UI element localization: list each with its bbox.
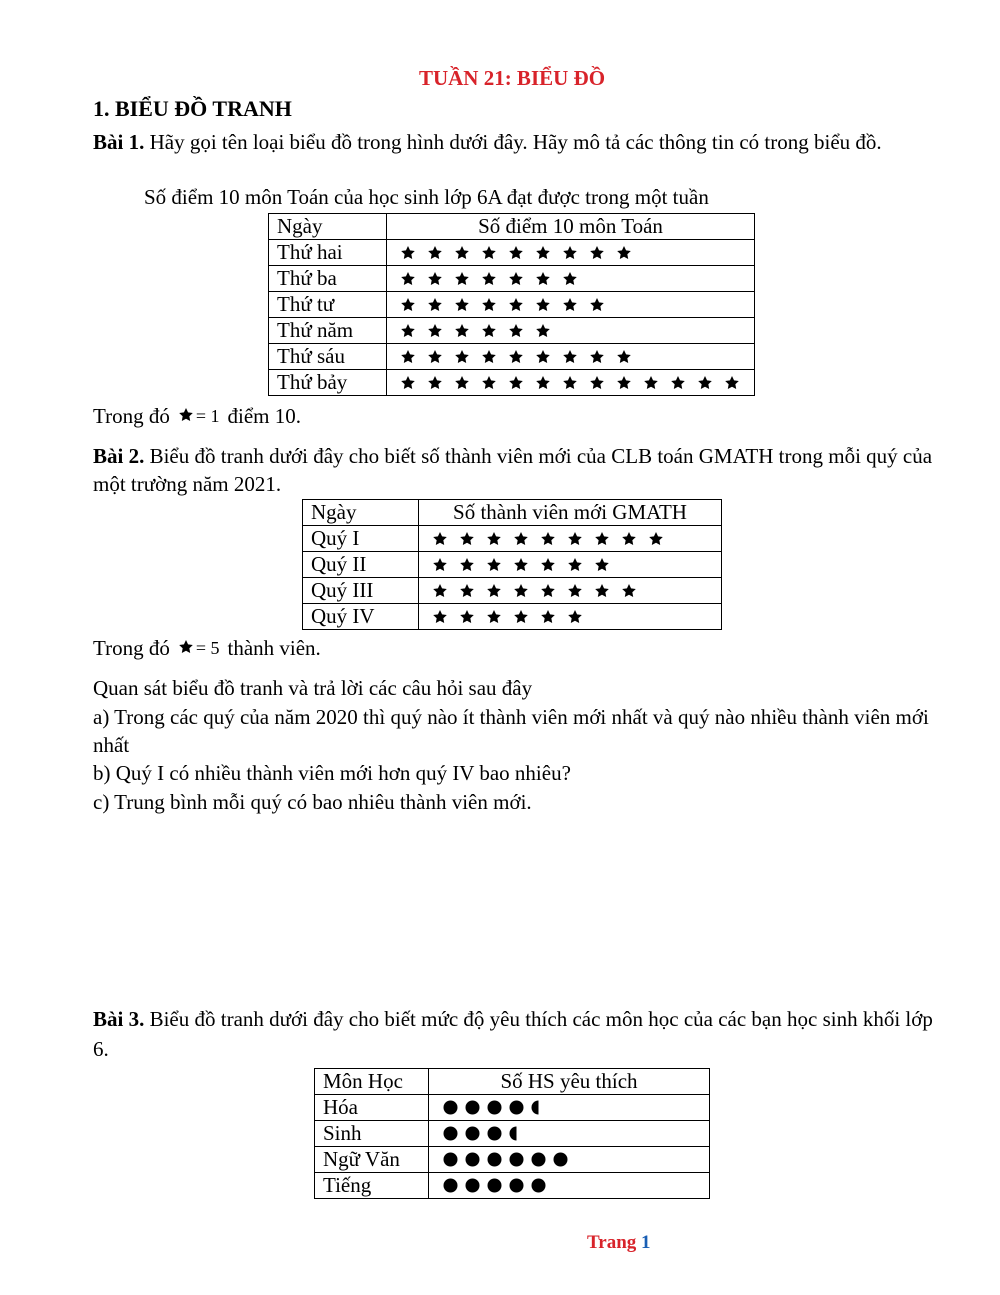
star-icon xyxy=(513,557,529,573)
dot-icon xyxy=(530,1177,547,1194)
star-icon xyxy=(589,349,605,365)
star-icon xyxy=(562,297,578,313)
star-icon xyxy=(178,636,194,661)
star-icon xyxy=(427,271,443,287)
icon-cell xyxy=(429,1173,710,1199)
table-row xyxy=(269,240,755,266)
star-icon xyxy=(486,531,502,547)
bai2-legend xyxy=(93,636,321,661)
star-icon xyxy=(697,375,713,391)
icon-cell xyxy=(419,552,722,578)
star-icon xyxy=(486,609,502,625)
half-dot-icon xyxy=(508,1125,518,1142)
header-cell: Số điểm 10 môn Toán xyxy=(387,214,755,240)
bai3-picture-table xyxy=(314,1068,710,1199)
star-icon xyxy=(454,271,470,287)
star-icon xyxy=(427,349,443,365)
star-icon xyxy=(513,531,529,547)
table-row xyxy=(303,578,722,604)
legend-prefix: Trong đó xyxy=(93,404,170,428)
star-icon xyxy=(481,349,497,365)
star-icon xyxy=(432,531,448,547)
page-title: TUẦN 21: BIỂU ĐỒ xyxy=(418,66,606,90)
dot-icon xyxy=(464,1151,481,1168)
bai1-caption: Số điểm 10 môn Toán của học sinh lớp 6A đạt được trong một tuần xyxy=(144,185,709,209)
table-header-row xyxy=(315,1069,710,1095)
star-icon xyxy=(540,557,556,573)
icon-cell xyxy=(419,526,722,552)
star-icon xyxy=(486,583,502,599)
bai1-paragraph xyxy=(93,128,933,156)
star-icon xyxy=(427,245,443,261)
table-row xyxy=(315,1095,710,1121)
dot-icon xyxy=(464,1125,481,1142)
icon-cell xyxy=(429,1095,710,1121)
star-icon xyxy=(400,297,416,313)
bai1-text: Hãy gọi tên loại biểu đồ trong hình dưới đây. Hãy mô tả các thông tin có trong biểu đồ. xyxy=(149,130,882,154)
star-icon xyxy=(400,349,416,365)
star-icon xyxy=(481,271,497,287)
half-dot-icon xyxy=(530,1099,540,1116)
star-icon xyxy=(459,531,475,547)
icon-cell xyxy=(429,1121,710,1147)
bai1-legend xyxy=(93,404,301,429)
star-icon xyxy=(616,349,632,365)
dot-icon xyxy=(508,1151,525,1168)
row-label: Thứ hai xyxy=(269,240,387,266)
bai2-picture-table xyxy=(302,499,722,630)
legend-unit: điểm 10. xyxy=(227,404,301,428)
star-icon xyxy=(400,271,416,287)
row-label: Thứ ba xyxy=(269,266,387,292)
header-cell: Ngày xyxy=(303,500,419,526)
star-icon xyxy=(621,583,637,599)
star-icon xyxy=(643,375,659,391)
star-icon xyxy=(454,297,470,313)
star-icon xyxy=(562,349,578,365)
star-icon xyxy=(589,297,605,313)
star-icon xyxy=(616,375,632,391)
icon-cell xyxy=(419,578,722,604)
table-header-row xyxy=(303,500,722,526)
table-row xyxy=(303,552,722,578)
bai2-paragraph xyxy=(93,442,933,498)
star-icon xyxy=(432,583,448,599)
star-icon xyxy=(454,245,470,261)
dot-icon xyxy=(442,1151,459,1168)
star-icon xyxy=(594,583,610,599)
icon-cell xyxy=(387,266,755,292)
row-label: Quý I xyxy=(303,526,419,552)
star-icon xyxy=(459,583,475,599)
icon-cell xyxy=(387,344,755,370)
table-row xyxy=(269,318,755,344)
dot-icon xyxy=(486,1177,503,1194)
star-icon xyxy=(454,323,470,339)
header-cell: Môn Học xyxy=(315,1069,429,1095)
star-icon xyxy=(459,609,475,625)
table-row xyxy=(269,266,755,292)
section-heading: 1. BIỂU ĐỒ TRANH xyxy=(93,96,292,121)
star-icon xyxy=(481,323,497,339)
row-label: Hóa xyxy=(315,1095,429,1121)
star-icon xyxy=(427,297,443,313)
star-icon xyxy=(400,375,416,391)
row-label: Quý III xyxy=(303,578,419,604)
star-icon xyxy=(508,271,524,287)
header-cell: Ngày xyxy=(269,214,387,240)
icon-cell xyxy=(387,370,755,396)
legend-prefix: Trong đó xyxy=(93,636,170,660)
row-label: Sinh xyxy=(315,1121,429,1147)
star-icon xyxy=(535,323,551,339)
legend-equals: = 5 xyxy=(195,638,220,658)
icon-cell xyxy=(429,1147,710,1173)
icon-cell xyxy=(387,318,755,344)
star-icon xyxy=(562,271,578,287)
star-icon xyxy=(648,531,664,547)
table-row xyxy=(303,604,722,630)
dot-icon xyxy=(442,1125,459,1142)
page-footer xyxy=(587,1232,651,1254)
star-icon xyxy=(508,375,524,391)
bai1-label: Bài 1. xyxy=(93,130,145,154)
table-row xyxy=(315,1121,710,1147)
table-header-row xyxy=(269,214,755,240)
dot-icon xyxy=(464,1177,481,1194)
star-icon xyxy=(535,349,551,365)
star-icon xyxy=(540,609,556,625)
star-icon xyxy=(567,609,583,625)
star-icon xyxy=(589,375,605,391)
table-row xyxy=(315,1173,710,1199)
header-cell: Số HS yêu thích xyxy=(429,1069,710,1095)
star-icon xyxy=(432,609,448,625)
table-row xyxy=(269,370,755,396)
row-label: Thứ sáu xyxy=(269,344,387,370)
star-icon xyxy=(594,557,610,573)
footer-word: Trang xyxy=(587,1232,637,1253)
dot-icon xyxy=(552,1151,569,1168)
star-icon xyxy=(481,375,497,391)
star-icon xyxy=(535,245,551,261)
dot-icon xyxy=(464,1099,481,1116)
star-icon xyxy=(432,557,448,573)
table-row xyxy=(303,526,722,552)
dot-icon xyxy=(486,1151,503,1168)
row-label: Ngữ Văn xyxy=(315,1147,429,1173)
star-icon xyxy=(562,245,578,261)
star-icon xyxy=(567,583,583,599)
dot-icon xyxy=(508,1099,525,1116)
star-icon xyxy=(535,297,551,313)
header-cell: Số thành viên mới GMATH xyxy=(419,500,722,526)
star-icon xyxy=(481,297,497,313)
bai2-intro: Quan sát biểu đồ tranh và trả lời các câu hỏi sau đây xyxy=(93,676,533,700)
star-icon xyxy=(400,323,416,339)
bai2-question-c: c) Trung bình mỗi quý có bao nhiêu thành viên mới. xyxy=(93,790,532,814)
dot-icon xyxy=(508,1177,525,1194)
star-icon xyxy=(621,531,637,547)
star-icon xyxy=(508,245,524,261)
star-icon xyxy=(540,531,556,547)
star-icon xyxy=(513,583,529,599)
star-icon xyxy=(562,375,578,391)
row-label: Thứ năm xyxy=(269,318,387,344)
star-icon xyxy=(178,404,194,429)
dot-icon xyxy=(486,1099,503,1116)
star-icon xyxy=(427,375,443,391)
star-icon xyxy=(400,245,416,261)
dot-icon xyxy=(442,1099,459,1116)
bai1-picture-table xyxy=(268,213,755,396)
table-row xyxy=(269,344,755,370)
star-icon xyxy=(454,349,470,365)
table-row xyxy=(315,1147,710,1173)
star-icon xyxy=(535,271,551,287)
star-icon xyxy=(427,323,443,339)
bai3-paragraph xyxy=(93,1004,933,1064)
icon-cell xyxy=(387,240,755,266)
star-icon xyxy=(589,245,605,261)
star-icon xyxy=(486,557,502,573)
row-label: Thứ bảy xyxy=(269,370,387,396)
table-row xyxy=(269,292,755,318)
page-number: 1 xyxy=(641,1232,651,1253)
row-label: Quý IV xyxy=(303,604,419,630)
bai2-text: Biểu đồ tranh dưới đây cho biết số thành viên mới của CLB toán GMATH trong mỗi quý của một trường năm 2021. xyxy=(93,444,933,496)
row-label: Tiếng xyxy=(315,1173,429,1199)
bai2-question-b: b) Quý I có nhiều thành viên mới hơn quý IV bao nhiêu? xyxy=(93,761,571,785)
legend-unit: thành viên. xyxy=(227,636,321,660)
dot-icon xyxy=(530,1151,547,1168)
star-icon xyxy=(508,323,524,339)
star-icon xyxy=(670,375,686,391)
star-icon xyxy=(616,245,632,261)
star-icon xyxy=(508,349,524,365)
star-icon xyxy=(567,557,583,573)
row-label: Thứ tư xyxy=(269,292,387,318)
bai2-label: Bài 2. xyxy=(93,444,145,468)
row-label: Quý II xyxy=(303,552,419,578)
dot-icon xyxy=(486,1125,503,1142)
dot-icon xyxy=(442,1177,459,1194)
star-icon xyxy=(454,375,470,391)
icon-cell xyxy=(387,292,755,318)
icon-cell xyxy=(419,604,722,630)
star-icon xyxy=(724,375,740,391)
star-icon xyxy=(594,531,610,547)
star-icon xyxy=(459,557,475,573)
star-icon xyxy=(567,531,583,547)
legend-equals: = 1 xyxy=(195,406,220,426)
star-icon xyxy=(508,297,524,313)
star-icon xyxy=(540,583,556,599)
star-icon xyxy=(481,245,497,261)
star-icon xyxy=(535,375,551,391)
bai3-label: Bài 3. xyxy=(93,1007,145,1031)
bai2-question-a: a) Trong các quý của năm 2020 thì quý nào ít thành viên mới nhất và quý nào nhiều thành viên mới nhất xyxy=(93,705,929,757)
star-icon xyxy=(513,609,529,625)
bai3-text: Biểu đồ tranh dưới đây cho biết mức độ yêu thích các môn học của các bạn học sinh khối lớp 6. xyxy=(93,1007,933,1061)
